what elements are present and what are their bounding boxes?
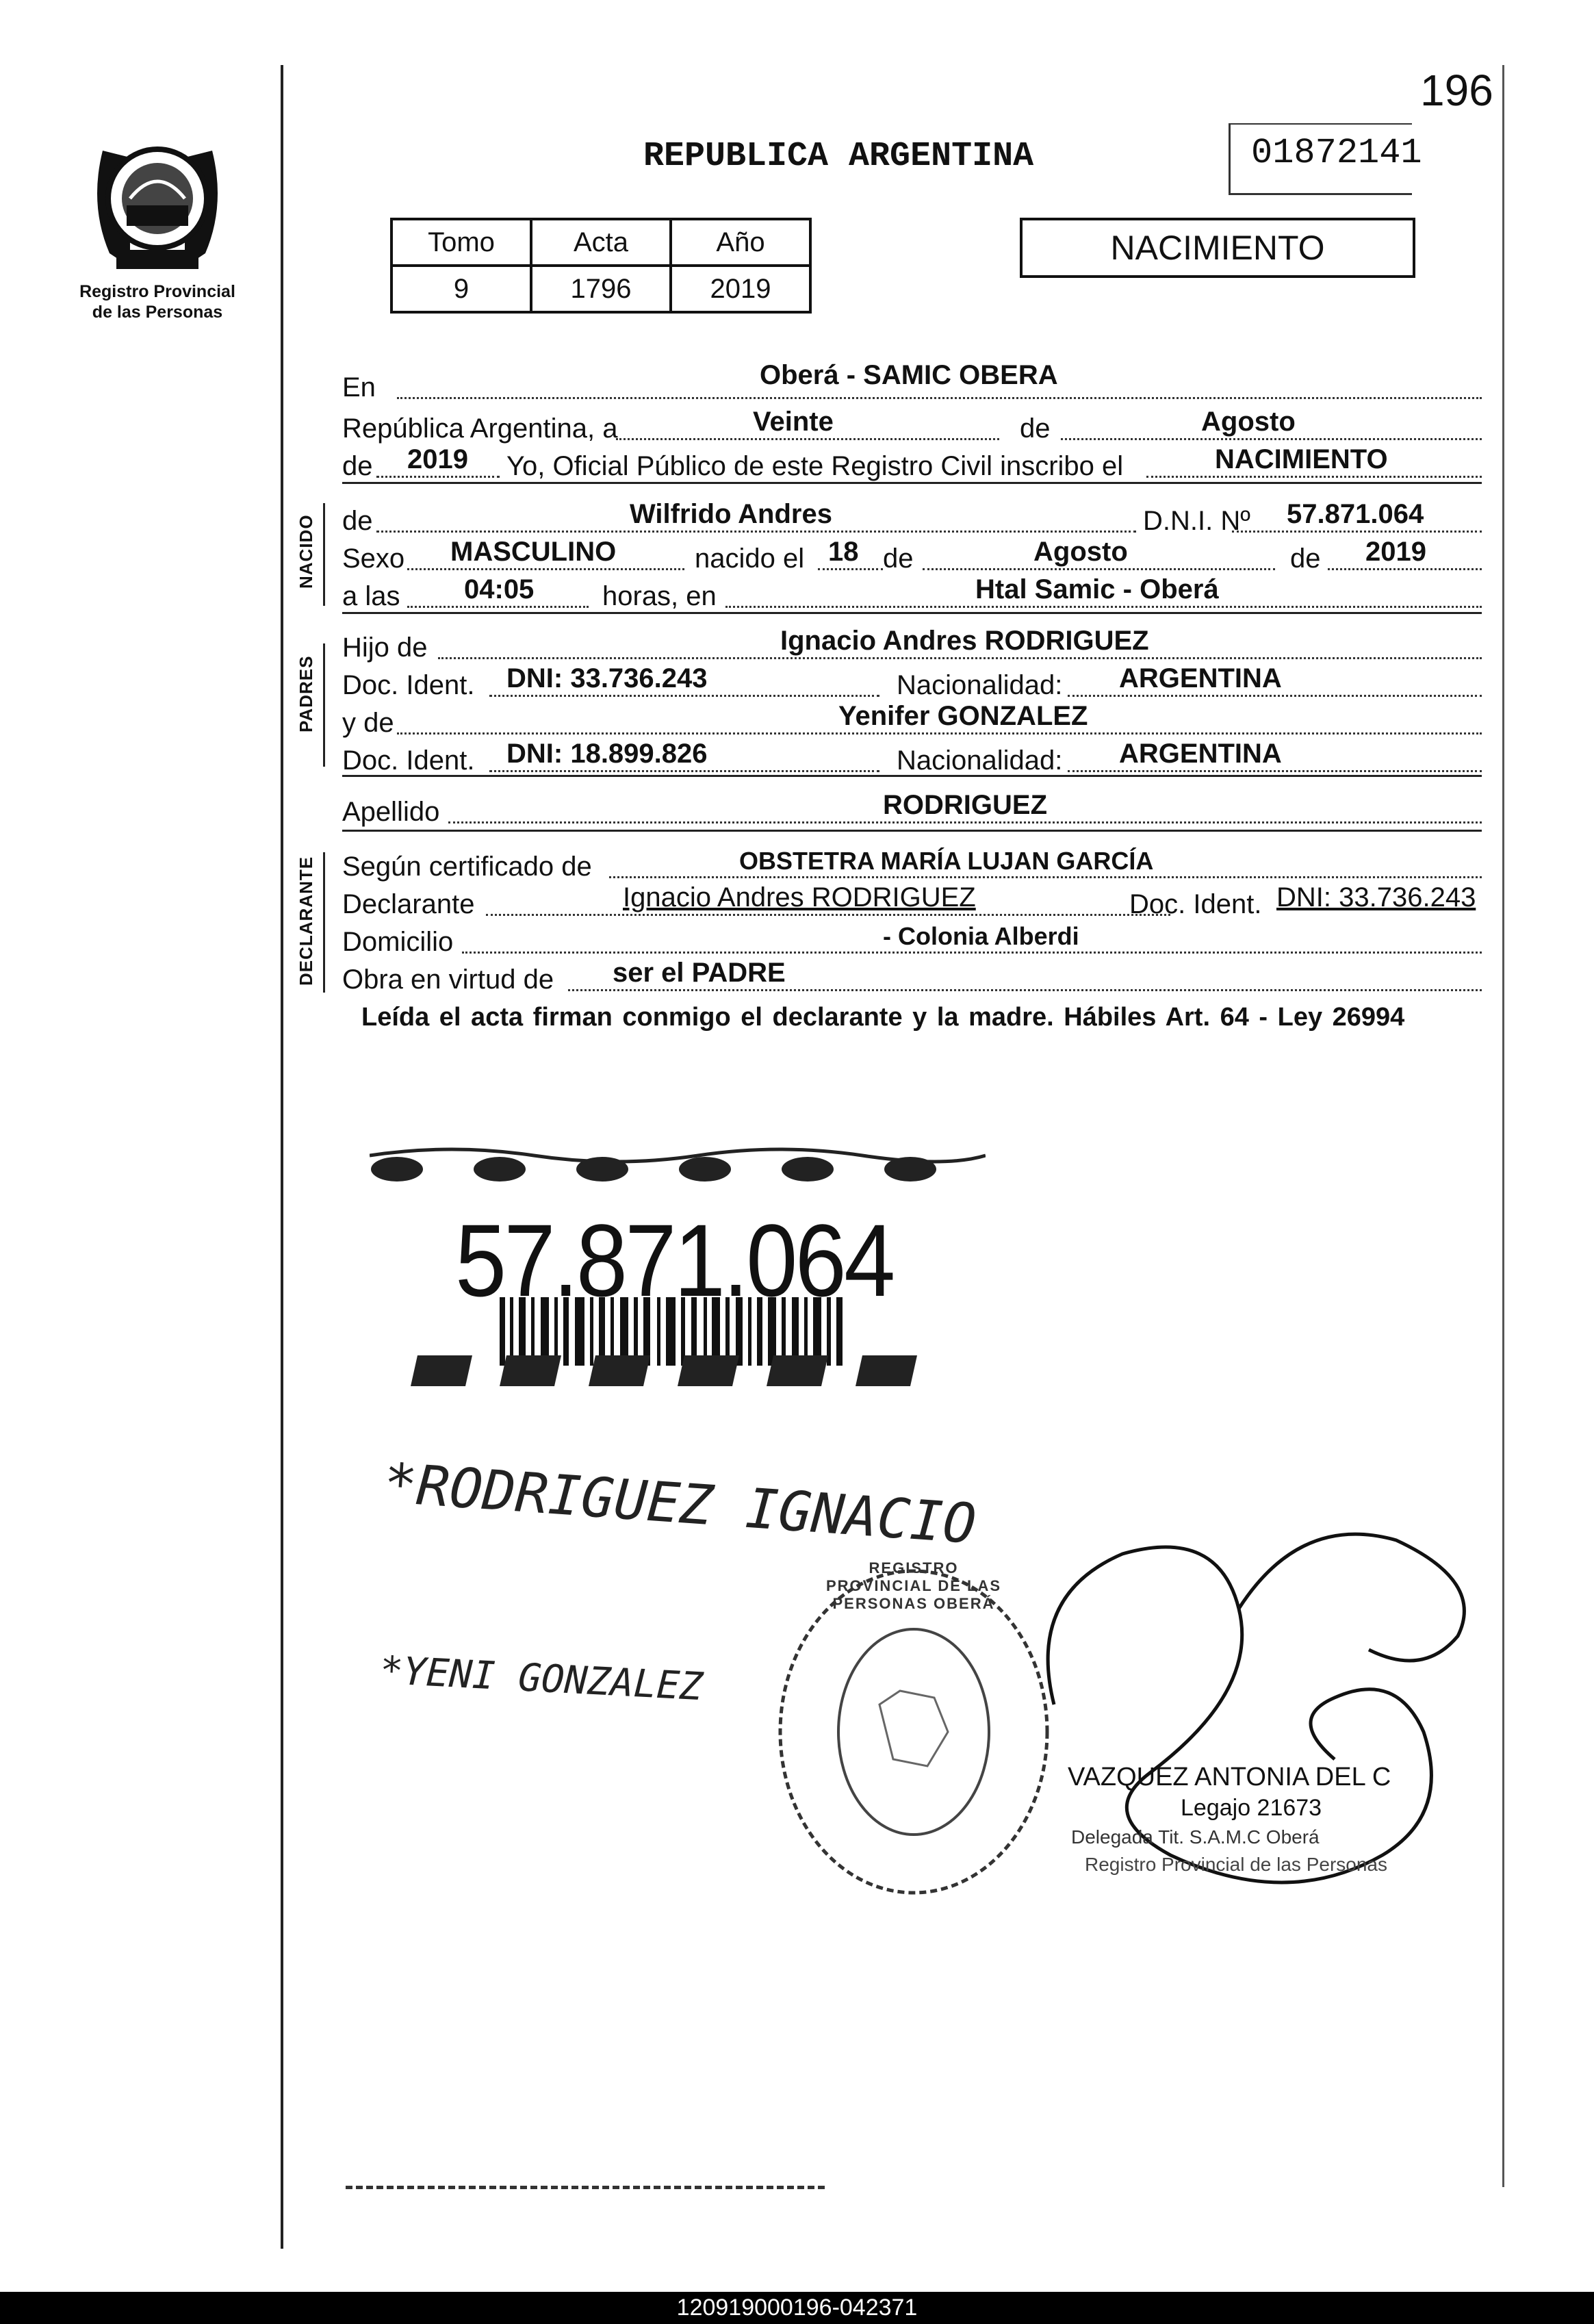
section-declarante: DECLARANTE [296,856,316,986]
barcode-number: 57.871.064 [455,1203,893,1318]
official-legajo: Legajo 21673 [1181,1795,1322,1821]
dots [1061,438,1482,440]
dots [923,568,1275,570]
apellido-value: RODRIGUEZ [883,790,1047,820]
anio-value: 2019 [407,444,468,474]
dots [1068,695,1482,697]
de-label: de [1020,413,1051,444]
madre-value: Yenifer GONZALEZ [838,701,1088,731]
decl-label: Declarante [342,889,475,919]
dots [407,568,684,570]
obra-label: Obra en virtud de [342,965,554,995]
row-obra [342,958,1482,999]
section-declarante-line [323,852,325,993]
decl-doc-value: DNI: 33.736.243 [1276,882,1476,912]
dots [1232,531,1482,533]
hijo-label: Hijo de [342,633,428,663]
serial-number: 01872141 [1251,133,1422,173]
logo-caption-1: Registro Provincial [79,282,235,301]
tipo-value: NACIMIENTO [1215,444,1388,474]
nombre-value: Wilfrido Andres [630,499,832,529]
section-nacido-line [323,503,325,606]
dom-label: Domicilio [342,927,454,957]
nac1-value: ARGENTINA [1119,663,1282,693]
sexo-label: Sexo [342,544,405,574]
dots [462,952,1482,954]
table-header-anio: Año [671,219,810,266]
nac2-label: Nacionalidad: [897,745,1063,776]
official-cargo: Delegada Tit. S.A.M.C Oberá [1071,1826,1320,1848]
en-value: Oberá - SAMIC OBERA [760,360,1058,390]
dots [818,568,883,570]
row-doc-madre [342,739,1482,780]
divider-1 [342,482,1482,484]
doc1-value: DNI: 33.736.243 [506,663,708,693]
lugar-value: Htal Samic - Oberá [975,574,1219,604]
en-label: En [342,372,376,403]
cert-label: Según certificado de [342,852,592,882]
dni-value: 57.871.064 [1287,499,1424,529]
signature-yeni-gonzalez: *YENI GONZALEZ [378,1648,704,1710]
horas-en-label: horas, en [602,581,717,611]
dots [1146,476,1482,478]
row-padre [342,626,1482,667]
section-padres-line [323,643,325,767]
legal-note: Leída el acta firman conmigo el declarante y la madre. Hábiles Art. 64 - Ley 26994 [361,1003,1405,1032]
mes-value: Agosto [1201,407,1296,437]
dom-value: - Colonia Alberdi [883,922,1079,950]
dots [397,732,1482,735]
de2-label: de [342,451,373,481]
nac-de2-label: de [1290,544,1321,574]
serial-number-box [1229,123,1422,195]
document-title: REPUBLICA ARGENTINA [643,137,1034,176]
divider-2 [342,612,1482,614]
doc2-value: DNI: 18.899.826 [506,739,708,769]
bottom-partial-line [346,2186,825,2189]
table-value-anio: 2019 [671,266,810,312]
footer-code: 120919000196-042371 [676,2295,918,2321]
decl-value: Ignacio Andres RODRIGUEZ [623,882,976,912]
dots [397,397,1482,399]
dots [376,476,500,478]
nombre-label: de [342,506,373,536]
row-doc-padre [342,664,1482,705]
row-republica [342,407,1482,448]
horas-label: a las [342,581,400,611]
obra-value: ser el PADRE [613,958,786,988]
row-certificado [342,845,1482,886]
signature-rodriguez-ignacio: *RODRIGUEZ IGNACIO [381,1451,979,1557]
row-domicilio [342,921,1482,962]
stamp-text: REGISTRO PROVINCIAL DE LAS PERSONAS OBERÁ [825,1559,1002,1612]
province-seal-logo [89,123,226,281]
nac-anio: 2019 [1365,537,1426,567]
row-horas [342,575,1482,616]
table-value-acta: 1796 [531,266,671,312]
dots [1328,568,1482,570]
nac1-label: Nacionalidad: [897,670,1063,700]
dots [609,876,1482,878]
divider-4 [342,830,1482,832]
row-apellido [342,791,1482,832]
ymadre-label: y de [342,708,394,738]
dots [489,770,879,772]
logo-caption-2: de las Personas [92,303,223,322]
row-sexo [342,537,1482,578]
nacido-label: nacido el [695,544,805,574]
margin-line [281,65,283,2249]
row-declarante [342,883,1482,924]
nac2-value: ARGENTINA [1119,739,1282,769]
dia-value: Veinte [753,407,834,437]
dots [489,695,879,697]
record-type-box [1020,218,1415,278]
table-value-tomo: 9 [391,266,531,312]
right-margin-line [1502,65,1504,2187]
nac-mes: Agosto [1033,537,1128,567]
footer-bar [0,2292,1594,2324]
dots [448,821,1482,823]
dots [407,606,589,608]
apellido-label: Apellido [342,797,440,827]
sexo-value: MASCULINO [450,537,617,567]
doc2-label: Doc. Ident. [342,745,475,776]
republica-label: República Argentina, a [342,413,618,444]
record-type: NACIMIENTO [1110,229,1325,267]
doc1-label: Doc. Ident. [342,670,475,700]
dots [568,989,1482,991]
row-anio-oficial [342,445,1482,486]
dots [1068,770,1482,772]
tomo-acta-table [390,218,812,314]
table-header-tomo: Tomo [391,219,531,266]
dots [486,914,1170,916]
divider-3 [342,775,1482,777]
dots [616,438,999,440]
cert-value: OBSTETRA MARÍA LUJAN GARCÍA [739,847,1154,875]
row-nombre [342,500,1482,541]
decl-doc-label: Doc. Ident. [1129,889,1262,919]
section-padres: PADRES [296,655,316,732]
table-header-acta: Acta [531,219,671,266]
section-nacido: NACIDO [296,514,316,589]
nac-de-label: de [883,544,914,574]
dots [376,531,1136,533]
horas-value: 04:05 [464,574,535,604]
dots [725,606,1482,608]
page-number: 196 [1420,66,1493,115]
barcode-label [370,1136,986,1390]
official-name: VAZQUEZ ANTONIA DEL C [1068,1763,1391,1791]
padre-value: Ignacio Andres RODRIGUEZ [780,626,1149,656]
dots [438,657,1482,659]
row-madre [342,702,1482,743]
nac-dia: 18 [828,537,859,567]
oficial-text: Yo, Oficial Público de este Registro Civil inscribo el [506,451,1124,481]
dni-label: D.N.I. Nº [1143,506,1250,536]
official-entidad: Registro Provincial de las Personas [1085,1854,1387,1875]
row-en [342,360,1482,407]
